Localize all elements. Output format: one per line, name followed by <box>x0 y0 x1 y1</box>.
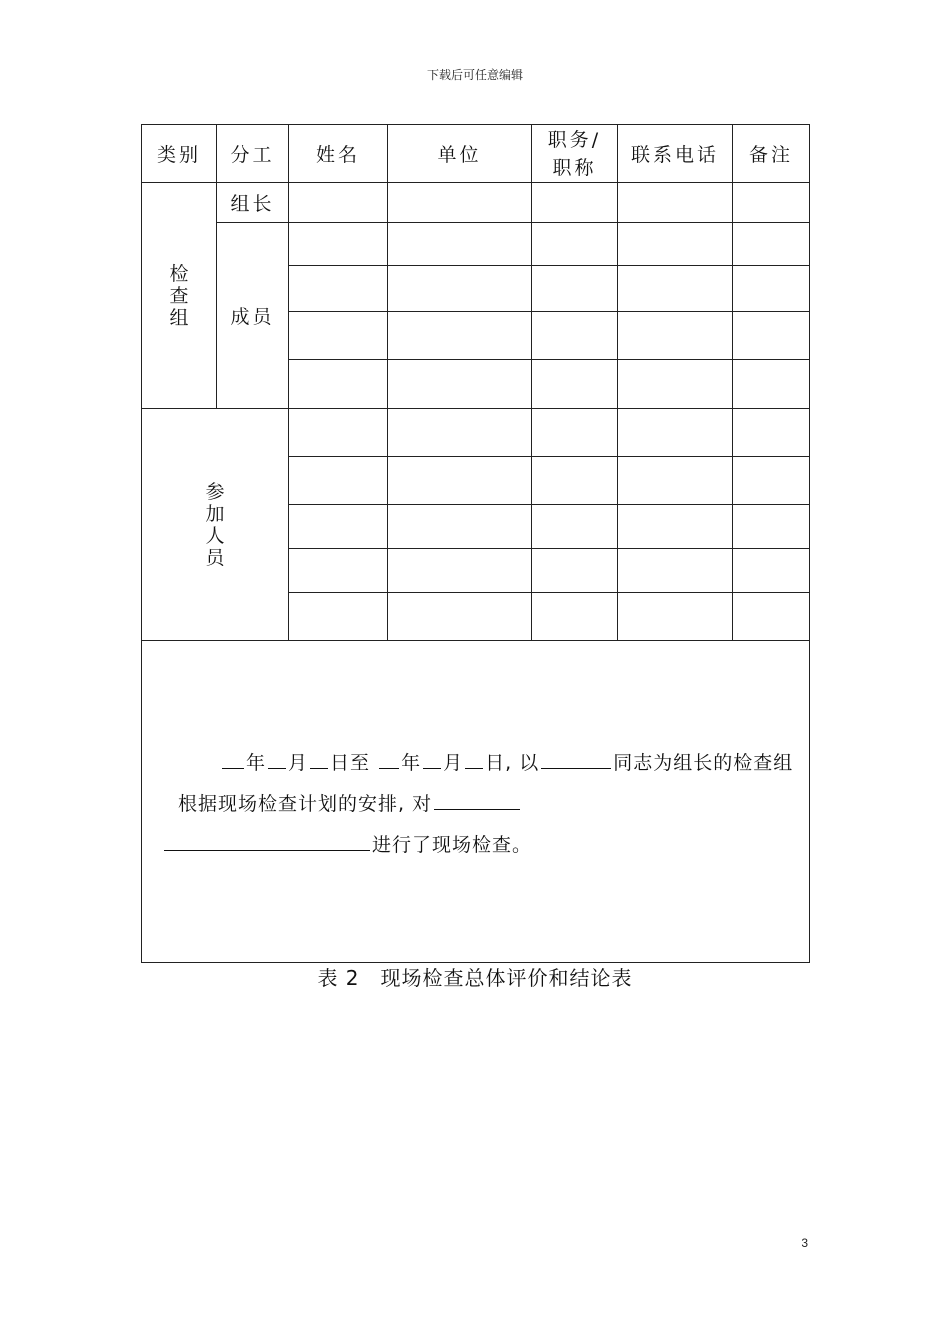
cell-remarks[interactable] <box>733 457 810 505</box>
header-unit: 单位 <box>388 125 532 183</box>
cell-unit[interactable] <box>388 360 532 409</box>
cell-phone[interactable] <box>618 266 733 312</box>
summary-line-2 <box>162 784 801 825</box>
table-row <box>142 183 810 223</box>
cell-remarks[interactable] <box>733 266 810 312</box>
cell-unit[interactable] <box>388 549 532 593</box>
cell-position[interactable] <box>532 266 618 312</box>
cell-name[interactable] <box>289 457 388 505</box>
cell-remarks[interactable] <box>733 505 810 549</box>
table-row <box>142 223 810 266</box>
cell-name[interactable] <box>289 593 388 641</box>
cell-name[interactable] <box>289 223 388 266</box>
cell-unit[interactable] <box>388 409 532 457</box>
cell-remarks[interactable] <box>733 183 810 223</box>
summary-end-text: 进行了现场检查。 <box>372 834 533 856</box>
day-blank[interactable] <box>310 767 328 769</box>
cell-position[interactable] <box>532 549 618 593</box>
cell-remarks[interactable] <box>733 360 810 409</box>
header-position-line1: 职务/ <box>547 128 602 151</box>
summary-cell <box>142 641 810 963</box>
inspection-group-vertical-text <box>169 263 188 329</box>
target-blank-2[interactable] <box>164 849 370 851</box>
cell-phone[interactable] <box>618 360 733 409</box>
cell-phone[interactable] <box>618 593 733 641</box>
header-note: 下载后可任意编辑 <box>426 68 523 82</box>
day-to-word: 日至 <box>330 752 371 774</box>
cell-unit[interactable] <box>388 266 532 312</box>
cell-name[interactable] <box>289 266 388 312</box>
cell-unit[interactable] <box>388 223 532 266</box>
cell-position[interactable] <box>532 223 618 266</box>
summary-plan-text: 根据现场检查计划的安排, 对 <box>178 793 433 815</box>
label-char: 检 <box>169 262 189 285</box>
participants-vertical-text <box>205 481 224 569</box>
cell-unit[interactable] <box>388 505 532 549</box>
member-label: 成员 <box>217 223 289 409</box>
leader-name-blank[interactable] <box>541 767 611 769</box>
cell-phone[interactable] <box>618 312 733 360</box>
cell-phone[interactable] <box>618 223 733 266</box>
cell-position[interactable] <box>532 505 618 549</box>
cell-unit[interactable] <box>388 593 532 641</box>
label-char: 组 <box>169 306 189 329</box>
cell-remarks[interactable] <box>733 593 810 641</box>
inspection-roster-table <box>141 124 810 963</box>
year-blank[interactable] <box>222 767 244 769</box>
year-word-2: 年 <box>401 752 422 774</box>
header-name: 姓名 <box>289 125 388 183</box>
cell-name[interactable] <box>289 505 388 549</box>
year-blank-2[interactable] <box>379 767 399 769</box>
cell-remarks[interactable] <box>733 312 810 360</box>
table-row <box>142 409 810 457</box>
header-position <box>532 125 618 183</box>
target-blank[interactable] <box>434 808 520 810</box>
cell-name[interactable] <box>289 183 388 223</box>
cell-position[interactable] <box>532 593 618 641</box>
header-remarks: 备注 <box>733 125 810 183</box>
summary-text <box>142 641 809 866</box>
cell-name[interactable] <box>289 549 388 593</box>
cell-remarks[interactable] <box>733 549 810 593</box>
month-blank[interactable] <box>268 767 286 769</box>
month-word-2: 月 <box>443 752 464 774</box>
cell-name[interactable] <box>289 409 388 457</box>
header-role: 分工 <box>217 125 289 183</box>
table-caption: 表 2 现场检查总体评价和结论表 <box>317 966 633 990</box>
header-category: 类别 <box>142 125 217 183</box>
cell-position[interactable] <box>532 360 618 409</box>
cell-unit[interactable] <box>388 183 532 223</box>
cell-name[interactable] <box>289 312 388 360</box>
day-blank-2[interactable] <box>465 767 483 769</box>
label-char: 员 <box>205 546 225 569</box>
label-char: 人 <box>205 524 225 547</box>
cell-remarks[interactable] <box>733 223 810 266</box>
year-word: 年 <box>246 752 267 774</box>
day-with-word: 日, 以 <box>485 752 540 774</box>
cell-unit[interactable] <box>388 312 532 360</box>
month-word: 月 <box>288 752 309 774</box>
header-row <box>142 125 810 183</box>
page-number: 3 <box>801 1236 808 1250</box>
cell-phone[interactable] <box>618 549 733 593</box>
cell-unit[interactable] <box>388 457 532 505</box>
cell-phone[interactable] <box>618 183 733 223</box>
label-char: 查 <box>169 284 189 307</box>
cell-position[interactable] <box>532 183 618 223</box>
summary-line-3 <box>162 825 801 866</box>
month-blank-2[interactable] <box>423 767 441 769</box>
cell-position[interactable] <box>532 409 618 457</box>
cell-name[interactable] <box>289 360 388 409</box>
summary-leader-text: 同志为组长的检查组 <box>613 752 794 774</box>
summary-line-1 <box>162 743 801 784</box>
participants-label <box>142 409 289 641</box>
cell-remarks[interactable] <box>733 409 810 457</box>
cell-position[interactable] <box>532 457 618 505</box>
label-char: 参 <box>205 480 225 503</box>
cell-phone[interactable] <box>618 457 733 505</box>
cell-phone[interactable] <box>618 505 733 549</box>
header-position-line2: 职称 <box>552 156 597 179</box>
label-char: 加 <box>205 502 225 525</box>
inspection-group-label <box>142 183 217 409</box>
cell-phone[interactable] <box>618 409 733 457</box>
cell-position[interactable] <box>532 312 618 360</box>
summary-row <box>142 641 810 963</box>
header-phone: 联系电话 <box>618 125 733 183</box>
leader-label: 组长 <box>217 183 289 223</box>
